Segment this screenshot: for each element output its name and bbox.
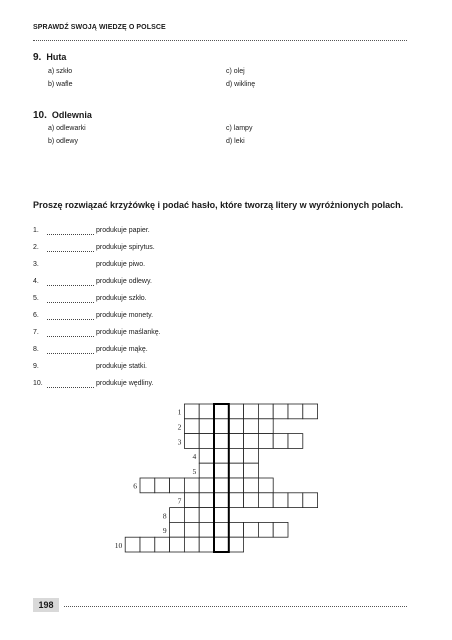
- option-10a: a) odlewarki: [48, 125, 86, 132]
- crossword-cell[interactable]: [214, 508, 229, 523]
- crossword-cell[interactable]: [214, 478, 229, 493]
- crossword-cell[interactable]: [170, 508, 185, 523]
- clue-number: 10.: [33, 380, 43, 387]
- crossword-cell[interactable]: [214, 419, 229, 434]
- crossword-cell[interactable]: [170, 537, 185, 552]
- crossword-cell[interactable]: [273, 493, 288, 508]
- crossword-cell[interactable]: [244, 522, 259, 537]
- option-9a: a) szkło: [48, 68, 73, 75]
- crossword-cell[interactable]: [288, 404, 303, 419]
- crossword-cell[interactable]: [214, 537, 229, 552]
- crossword-cell[interactable]: [184, 478, 199, 493]
- clue-number: 8.: [33, 346, 39, 353]
- crossword-cell[interactable]: [244, 478, 259, 493]
- crossword-cell[interactable]: [170, 522, 185, 537]
- crossword-row-number: 8: [162, 511, 167, 521]
- crossword-row-number: 6: [133, 481, 137, 491]
- question-text: Huta: [46, 52, 67, 62]
- crossword-cell[interactable]: [184, 508, 199, 523]
- question-text: Odlewnia: [51, 110, 92, 120]
- crossword-cell[interactable]: [229, 522, 244, 537]
- crossword-cell[interactable]: [214, 493, 229, 508]
- clue-text: produkuje monety.: [96, 312, 154, 319]
- crossword-cell[interactable]: [229, 537, 244, 552]
- crossword-cell[interactable]: [244, 404, 259, 419]
- crossword-cell[interactable]: [199, 537, 214, 552]
- crossword-cell[interactable]: [184, 434, 199, 449]
- crossword-row-number: 1: [177, 407, 182, 417]
- crossword-cell[interactable]: [258, 434, 273, 449]
- clue-number: 5.: [33, 295, 39, 302]
- crossword-row-number: 3: [177, 437, 182, 447]
- crossword-cell[interactable]: [199, 463, 214, 478]
- clue-number: 1.: [33, 227, 39, 234]
- crossword-cell[interactable]: [155, 537, 170, 552]
- crossword-cell[interactable]: [214, 522, 229, 537]
- crossword-instruction: Proszę rozwiązać krzyżówkę i podać hasło, które tworzą litery w wyróżnionych polach.: [33, 200, 404, 210]
- crossword-cell[interactable]: [244, 448, 259, 463]
- crossword-cell[interactable]: [244, 419, 259, 434]
- crossword-cell[interactable]: [214, 434, 229, 449]
- crossword-cell[interactable]: [229, 404, 244, 419]
- clue-text: produkuje piwo.: [96, 261, 146, 268]
- crossword-cell[interactable]: [199, 419, 214, 434]
- crossword-cell[interactable]: [244, 434, 259, 449]
- crossword-cell[interactable]: [229, 434, 244, 449]
- option-9d: d) wiklinę: [226, 81, 256, 88]
- crossword-row-number: 5: [192, 466, 197, 476]
- crossword-cell[interactable]: [273, 434, 288, 449]
- crossword-cell[interactable]: [140, 537, 155, 552]
- crossword-cell[interactable]: [170, 478, 185, 493]
- crossword-cell[interactable]: [244, 463, 259, 478]
- crossword-cell[interactable]: [303, 493, 318, 508]
- clue-number: 2.: [33, 244, 39, 251]
- clue-text: produkuje wędliny.: [96, 380, 154, 387]
- page-number: 198: [33, 598, 59, 612]
- crossword-cell[interactable]: [214, 463, 229, 478]
- clue-number: 4.: [33, 278, 39, 285]
- footer-divider: [64, 606, 407, 607]
- crossword-cell[interactable]: [184, 537, 199, 552]
- crossword-cell[interactable]: [199, 522, 214, 537]
- clue-text: produkuje papier.: [96, 227, 150, 234]
- crossword-row-number: 2: [177, 422, 182, 432]
- clue-number: 6.: [33, 312, 39, 319]
- crossword-cell[interactable]: [258, 493, 273, 508]
- crossword-cell[interactable]: [214, 404, 229, 419]
- crossword-cell[interactable]: [199, 508, 214, 523]
- crossword-cell[interactable]: [229, 478, 244, 493]
- crossword-cell[interactable]: [258, 419, 273, 434]
- crossword-cell[interactable]: [258, 404, 273, 419]
- crossword-cell[interactable]: [125, 537, 140, 552]
- crossword-cell[interactable]: [288, 434, 303, 449]
- crossword-cell[interactable]: [184, 419, 199, 434]
- crossword-cell[interactable]: [155, 478, 170, 493]
- clue-text: produkuje mąkę.: [96, 346, 148, 353]
- crossword-cell[interactable]: [273, 404, 288, 419]
- question-number: 9.: [33, 52, 42, 63]
- crossword-cell[interactable]: [258, 478, 273, 493]
- crossword-cell[interactable]: [303, 404, 318, 419]
- option-10b: b) odlewy: [48, 138, 78, 145]
- clue-number: 3.: [33, 261, 39, 268]
- crossword-cell[interactable]: [229, 463, 244, 478]
- crossword-row-number: 7: [177, 496, 182, 506]
- option-10c: c) lampy: [226, 125, 253, 132]
- crossword-cell[interactable]: [199, 478, 214, 493]
- option-9b: b) wafle: [48, 81, 73, 88]
- option-9c: c) olej: [226, 68, 245, 75]
- crossword-row-number: 10: [114, 540, 123, 550]
- question-number: 10.: [33, 110, 47, 121]
- crossword-cell[interactable]: [199, 404, 214, 419]
- crossword-row-number: 9: [162, 526, 167, 536]
- crossword-cell[interactable]: [229, 493, 244, 508]
- crossword-row-number: 4: [192, 452, 197, 462]
- clue-number: 9.: [33, 363, 39, 370]
- crossword-cell[interactable]: [229, 448, 244, 463]
- clue-text: produkuje spirytus.: [96, 244, 155, 251]
- crossword-cell[interactable]: [288, 493, 303, 508]
- crossword-cell[interactable]: [258, 522, 273, 537]
- crossword-cell[interactable]: [199, 448, 214, 463]
- section-header: SPRAWDŹ SWOJĄ WIEDZĘ O POLSCE: [33, 24, 166, 31]
- crossword-cell[interactable]: [229, 419, 244, 434]
- crossword-cell[interactable]: [184, 522, 199, 537]
- crossword-cell[interactable]: [184, 493, 199, 508]
- clue-text: produkuje szkło.: [96, 295, 147, 302]
- crossword-cell[interactable]: [140, 478, 155, 493]
- clue-text: produkuje maślankę.: [96, 329, 161, 336]
- crossword-cell[interactable]: [184, 404, 199, 419]
- crossword-cell[interactable]: [214, 448, 229, 463]
- crossword-cell[interactable]: [199, 493, 214, 508]
- crossword-cell[interactable]: [273, 522, 288, 537]
- clue-text: produkuje statki.: [96, 363, 147, 370]
- clue-text: produkuje odlewy.: [96, 278, 152, 285]
- crossword-cell[interactable]: [199, 434, 214, 449]
- option-10d: d) leki: [226, 138, 245, 145]
- crossword-cell[interactable]: [244, 493, 259, 508]
- clue-number: 7.: [33, 329, 39, 336]
